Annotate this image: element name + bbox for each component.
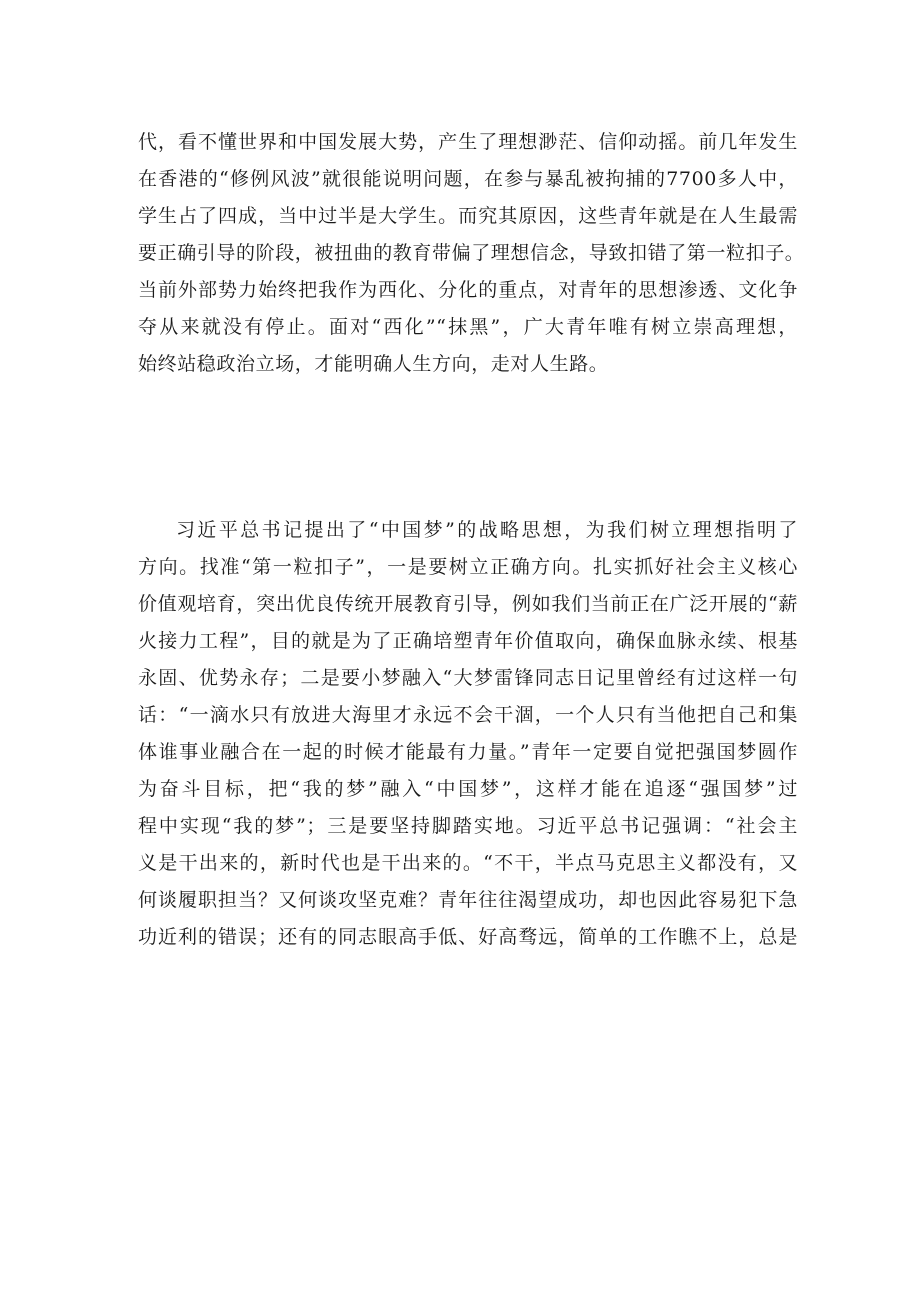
paragraph-line: 要正确引导的阶段，被扭曲的教育带偏了理想信念，导致扣错了第一粒扣子。	[138, 242, 805, 264]
paragraph-line: 方向。找准“第一粒扣子”，一是要树立正确方向。扎实抓好社会主义核心	[138, 556, 798, 578]
paragraph-2	[138, 512, 798, 956]
paragraph-line: 体谁事业融合在一起的时候才能最有力量。”青年一定要自觉把强国梦圆作	[138, 741, 798, 763]
paragraph-line: 功近利的错误；还有的同志眼高手低、好高骛远，简单的工作瞧不上，总是	[138, 926, 798, 948]
paragraph-line: 学生占了四成，当中过半是大学生。而究其原因，这些青年就是在人生最需	[138, 205, 798, 227]
paragraph-line: 程中实现“我的梦”；三是要坚持脚踏实地。习近平总书记强调：“社会主	[138, 815, 798, 837]
paragraph-line: 习近平总书记提出了“中国梦”的战略思想，为我们树立理想指明了	[176, 519, 798, 541]
paragraph-line: 何谈履职担当？又何谈攻坚克难？青年往往渴望成功，却也因此容易犯下急	[138, 889, 798, 911]
paragraph-line: 代，看不懂世界和中国发展大势，产生了理想渺茫、信仰动摇。前几年发生	[138, 131, 798, 153]
paragraph-line: 火接力工程”，目的就是为了正确培塑青年价值取向，确保血脉永续、根基	[138, 630, 798, 652]
paragraph-line: 始终站稳政治立场，才能明确人生方向，走对人生路。	[138, 353, 609, 375]
paragraph-line: 为奋斗目标，把“我的梦”融入“中国梦”，这样才能在追逐“强国梦”过	[138, 778, 798, 800]
paragraph-line: 夺从来就没有停止。面对“西化”“抹黑”，广大青年唯有树立崇高理想，	[138, 316, 798, 338]
paragraph-line: 义是干出来的，新时代也是干出来的。“不干，半点马克思主义都没有，又	[138, 852, 798, 874]
paragraph-line: 当前外部势力始终把我作为西化、分化的重点，对青年的思想渗透、文化争	[138, 279, 798, 301]
paragraph-line: 永固、优势永存；二是要小梦融入“大梦雷锋同志日记里曾经有过这样一句	[138, 667, 798, 689]
paragraph-line: 价值观培育，突出优良传统开展教育引导，例如我们当前正在广泛开展的“薪	[138, 593, 798, 615]
paragraph-line: 话：“一滴水只有放进大海里才永远不会干涸，一个人只有当他把自己和集	[138, 704, 798, 726]
paragraph-line: 在香港的“修例风波”就很能说明问题，在参与暴乱被拘捕的7700多人中，	[138, 168, 798, 190]
paragraph-1	[138, 124, 805, 383]
